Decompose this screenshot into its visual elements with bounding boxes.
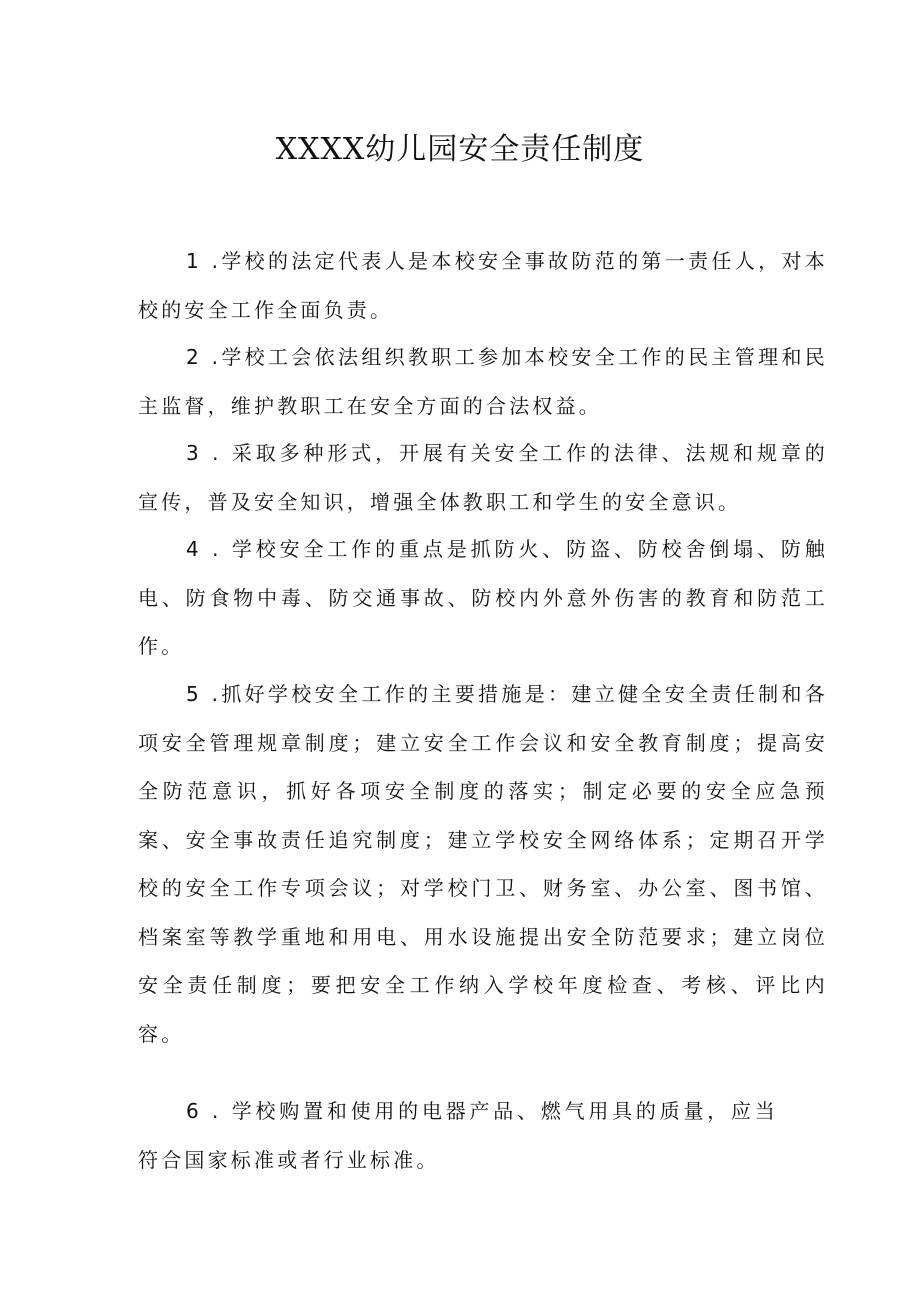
paragraph-2: 2 .学校工会依法组织教职工参加本校安全工作的民主管理和民主监督，维护教职工在安全方面的合法权益。 <box>138 345 828 418</box>
paragraph-1: 1 .学校的法定代表人是本校安全事故防范的第一责任人，对本校的安全工作全面负责。 <box>138 249 828 322</box>
paragraph-6: 6 . 学校购置和使用的电器产品、燃气用具的质量，应当符合国家标准或者行业标准。 <box>138 1099 778 1172</box>
paragraph-4: 4 . 学校安全工作的重点是抓防火、防盗、防校舍倒塌、防触电、防食物中毒、防交通事故、防校内外意外伤害的教育和防范工作。 <box>138 537 828 658</box>
document-title: XXXX幼儿园安全责任制度 <box>275 132 645 167</box>
paragraph-3: 3 . 采取多种形式，开展有关安全工作的法律、法规和规章的宣传，普及安全知识，增强全体教职工和学生的安全意识。 <box>138 441 828 514</box>
paragraph-5: 5 .抓好学校安全工作的主要措施是：建立健全安全责任制和各项安全管理规章制度；建立安全工作会议和安全教育制度；提高安全防范意识，抓好各项安全制度的落实；制定必要的安全应急预案、安全事故责任追究制度；建立学校安全网络体系；定期召开学校的安全工作专项会议；对学校门卫、财务室、办公室、图书馆、档案室等教学重地和用电、用水设施提出安全防范要求；建立岗位安全责任制度；要把安全工作纳入学校年度检查、考核、评比内容。 <box>138 682 828 1046</box>
